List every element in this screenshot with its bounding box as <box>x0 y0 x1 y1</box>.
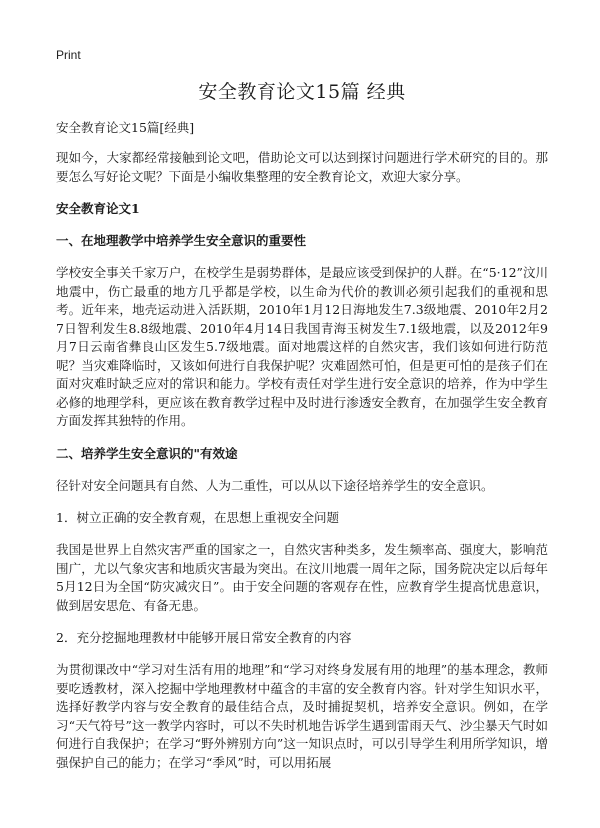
section1-heading: 一、在地理教学中培养学生安全意识的重要性 <box>56 233 307 248</box>
item2-paragraph: 为贯彻课改中“学习对生活有用的地理”和“学习对终身发展有用的地理”的基本理念，教师要吃透教材，深入挖掘中学地理教材中蕴含的丰富的安全教育内容。针对学生知识水平，选择好教学内容与安全教育的最佳结合点，及时捕捉契机，培养安全意识。例如，在学习“天气符号”这一教学内容时，可以不失时机地告诉学生遇到雷雨天气、沙尘暴天气时如何进行自我保护；在学习“野外辨别方向”这一知识点时，可以引导学生利用所学知识，增强保护自己的能力；在学习“季风”时，可以用拓展 <box>56 662 548 770</box>
document-title: 安全教育论文15篇 经典 <box>198 81 406 103</box>
section2-heading: 二、培养学生安全意识的"有效途 <box>56 445 238 461</box>
essay-title: 安全教育论文1 <box>56 201 140 216</box>
document-page <box>56 44 548 786</box>
item1-paragraph: 我国是世界上自然灾害严重的国家之一，自然灾害种类多，发生频率高、强度大，影响范围广，尤以气象灾害和地质灾害最为突出。在汶川地震一周年之际，国务院决定以后每年5月12日为全国“防灾减灾日”。由于安全问题的客观存在性，应教育学生提高忧患意识，做到居安思危、有备无患。 <box>56 542 548 613</box>
section2-intro: 径针对安全问题具有自然、人为二重性，可以从以下途径培养学生的安全意识。 <box>56 477 494 493</box>
print-link[interactable]: Print <box>56 48 81 62</box>
section1-paragraph: 学校安全事关千家万户，在校学生是弱势群体，是最应该受到保护的人群。在“5·12”汶川地震中，伤亡最重的地方几乎都是学校，以生命为代价的教训必须引起我们的重视和思考。近年来，地壳运动进入活跃期，2010年1月12日海地发生7.3级地震、2010年2月27日智利发生8.8级地震、2010年4月14日我国青海玉树发生7.1级地震，以及2012年9月7日云南省彝良山区发生5.7级地震。面对地震这样的自然灾害，我们该如何进行防范呢？当灾难降临时，又该如何进行自我保护呢？灾难固然可怕，但是更可怕的是孩子们在面对灾难时缺乏应对的常识和能力。学校有责任对学生进行安全意识的培养，作为中学生必修的地理学科，更应该在教育教学过程中及时进行渗透安全教育，在加强学生安全教育方面发挥其独特的作用。 <box>56 265 548 428</box>
item1-title: 1．树立正确的安全教育观，在思想上重视安全问题 <box>56 510 339 525</box>
item2-title: 2．充分挖掘地理教材中能够开展日常安全教育的内容 <box>56 630 352 645</box>
intro-paragraph: 现如今，大家都经常接触到论文吧，借助论文可以达到探讨问题进行学术研究的目的。那要怎么写好论文呢？下面是小编收集整理的安全教育论文，欢迎大家分享。 <box>56 150 548 184</box>
document-subtitle: 安全教育论文15篇[经典] <box>56 120 195 135</box>
